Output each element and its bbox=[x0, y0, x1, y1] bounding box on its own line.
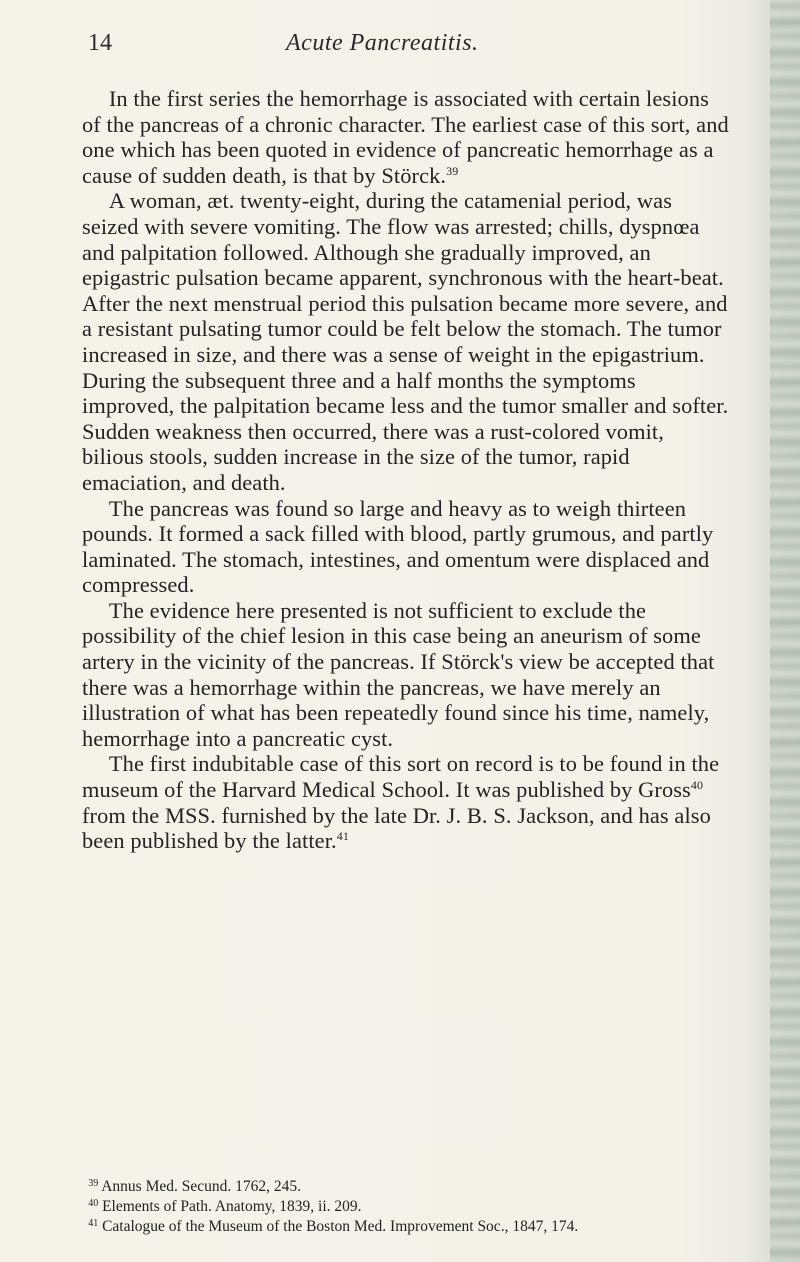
footnote bbox=[82, 1195, 730, 1215]
paragraph bbox=[82, 86, 730, 188]
paragraph-text: A woman, æt. twenty-eight, during the catamenial period, was seized with severe vomiting. The flow was arrested; chills, dyspnœa and palpitation followed. Although she gradually improved, an epigastric pulsation became apparent, synchronous with the heart-beat. After the next menstrual period this pulsation became more severe, and a resistant pulsating tumor could be felt below the stomach. The tumor increased in size, and there was a sense of weight in the epigastrium. During the subsequent three and a half months the symptoms improved, the palpitation became less and the tumor smaller and softer. Sudden weakness then occurred, there was a rust-colored vomit, bilious stools, sudden increase in the size of the tumor, rapid emaciation, and death. bbox=[82, 188, 729, 495]
page-number: 14 bbox=[88, 30, 112, 56]
page-edge-shadow bbox=[770, 0, 800, 1262]
paragraph-text: In the first series the hemorrhage is associated with certain lesions of the pancreas of a chronic character. The earliest case of this sort, and one which has been quoted in evidence of pancreatic hemorrhage as a cause of sudden death, is that by Störck. bbox=[82, 86, 729, 188]
paragraph-text: The pancreas was found so large and heavy as to weigh thirteen pounds. It formed a sack filled with blood, partly grumous, and partly laminated. The stomach, intestines, and omentum were displaced and compressed. bbox=[82, 495, 714, 598]
running-title: Acute Pancreatitis. bbox=[286, 30, 479, 56]
footnote-text: Catalogue of the Museum of the Boston Med. Improvement Soc., 1847, 174. bbox=[102, 1218, 579, 1235]
paragraph bbox=[82, 751, 730, 853]
paragraph bbox=[82, 188, 730, 495]
footnote-mark: 39 bbox=[88, 1178, 99, 1189]
paragraph bbox=[82, 496, 730, 598]
footnote bbox=[82, 1215, 730, 1235]
footnote-ref: 40 bbox=[690, 778, 704, 793]
footnote bbox=[82, 1175, 730, 1195]
footnote-text: Annus Med. Secund. 1762, 245. bbox=[101, 1178, 301, 1195]
footnote-mark: 40 bbox=[88, 1198, 99, 1209]
footnote-text: Elements of Path. Anatomy, 1839, ii. 209. bbox=[102, 1198, 362, 1215]
paragraph-text: from the MSS. furnished by the late Dr. J. B. S. Jackson, and has also been published by the latter. bbox=[82, 802, 711, 854]
running-head bbox=[88, 30, 688, 62]
body-text bbox=[82, 86, 730, 854]
paragraph bbox=[82, 598, 730, 752]
paragraph-text: The evidence here presented is not sufficient to exclude the possibility of the chief lesion in this case being an aneurism of some artery in the vicinity of the pancreas. If Störck's view be accepted that there was a hemorrhage within the pancreas, we have merely an illustration of what has been repeatedly found since his time, namely, hemorrhage into a pancreatic cyst. bbox=[82, 597, 715, 751]
footnote-ref: 41 bbox=[336, 829, 349, 844]
footnotes bbox=[82, 1175, 730, 1235]
footnote-mark: 41 bbox=[88, 1218, 99, 1229]
footnote-ref: 39 bbox=[446, 163, 459, 178]
paragraph-text: The first indubitable case of this sort on record is to be found in the museum of the Harvard Medical School. It was published by Gross bbox=[82, 751, 720, 803]
